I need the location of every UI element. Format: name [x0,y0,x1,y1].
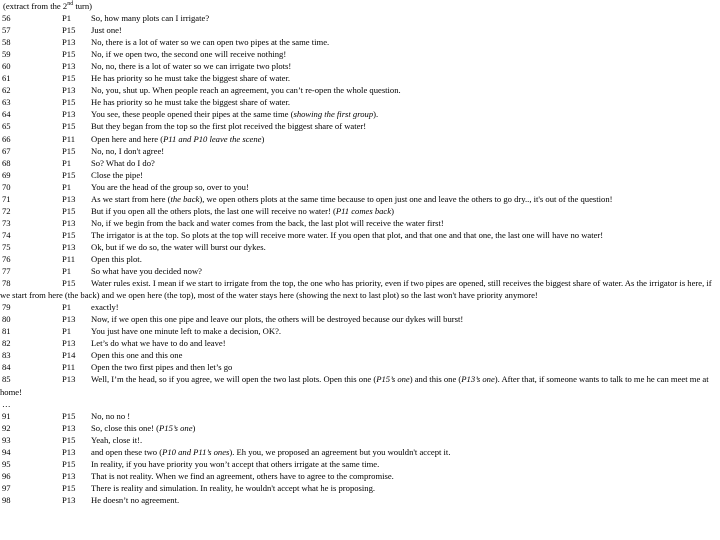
transcript-line [0,217,718,229]
header-superscript: nd [67,1,74,8]
speaker-id: P13 [62,338,76,349]
speaker-id: P13 [62,109,76,120]
utterance-text [91,266,202,276]
utterance-text [91,471,394,481]
utterance-segment: No, you, shut up. When people reach an agreement, you can’t re-open the whole question. [91,85,401,96]
transcript-line [0,446,718,458]
utterance-segment: He has priority so he must take the biggest share of water. [91,97,291,108]
line-number: 78 [2,278,11,289]
transcript-line [0,349,718,361]
transcript-line [0,12,718,24]
utterance-segment: No, if we open two, the second one will receive nothing! [91,49,287,60]
utterance-text [91,326,281,336]
utterance-segment: ) [192,422,196,433]
utterance-text [0,278,712,300]
line-number: 98 [2,494,11,505]
utterance-text [0,374,709,396]
transcript-line [0,410,718,422]
utterance-segment: You see, these people opened their pipes at the same time ( [91,109,294,120]
utterance-segment: But if you open all the others plots, the last one will receive no water! ( [91,205,336,216]
speaker-id: P15 [62,434,76,445]
speaker-id: P15 [62,482,76,493]
transcript-line [0,157,718,169]
transcript-line [0,181,718,193]
transcript-line [0,229,718,241]
utterance-segment: and open these two ( [91,446,163,457]
utterance-text [91,121,366,131]
utterance-segment: Ok, but if we do so, the water will burst our dykes. [91,241,266,252]
utterance-text [91,495,179,505]
utterance-segment: Well, I’m the head, so if you agree, we will open the two last plots. Open this one ( [91,374,377,385]
line-number: 84 [2,362,11,373]
transcript-line [0,361,718,373]
utterance-segment: ). After that, if someone wants to talk to me he can meet me at home! [0,374,709,397]
transcript-line [0,458,718,470]
line-number: 76 [2,253,11,264]
line-number: 68 [2,157,11,168]
line-number: 96 [2,470,11,481]
utterance-segment: The irrigator is at the top. So plots at the top will receive more water. If you open that plot, and that one and that one, the last one will have no water! [91,229,604,240]
utterance-segment: Close the pipe! [91,169,144,180]
speaker-id: P13 [62,470,76,481]
utterance-segment: No, if we begin from the back and water comes from the back, the last plot will receive the water first! [91,217,444,228]
stage-direction: P15’s one [376,374,410,385]
transcript-line [0,84,718,96]
line-number: 81 [2,326,11,337]
speaker-id: P15 [62,97,76,108]
utterance-segment: He doesn’t no agreement. [91,494,180,505]
utterance-segment: ). [373,109,379,120]
line-number: 69 [2,169,11,180]
transcript-line [0,145,718,157]
transcript-line [0,108,718,120]
utterance-segment: He has priority so he must take the biggest share of water. [91,73,291,84]
utterance-segment: No, there is a lot of water so we can open two pipes at the same time. [91,37,330,48]
speaker-id: P1 [62,157,72,168]
line-number: 62 [2,85,11,96]
line-number: 60 [2,61,11,72]
speaker-id: P13 [62,193,76,204]
speaker-id: P15 [62,49,76,60]
utterance-segment: That is not reality. When we find an agreement, others have to agree to the compromise. [91,470,394,481]
line-number: 64 [2,109,11,120]
utterance-segment: Open this one and this one [91,350,183,361]
utterance-segment: You are the head of the group so, over to you! [91,181,249,192]
speaker-id: P13 [62,374,76,385]
utterance-text [91,73,290,83]
utterance-segment: Just one! [91,25,122,36]
utterance-segment: You just have one minute left to make a decision, OK?. [91,326,282,337]
speaker-id: P15 [62,145,76,156]
line-number: 63 [2,97,11,108]
utterance-segment: But they began from the top so the first plot received the biggest share of water! [91,121,367,132]
utterance-text [91,447,450,457]
utterance-segment: Open the two first pipes and then let’s go [91,362,233,373]
utterance-segment: ) and this one ( [409,374,462,385]
line-number: 95 [2,458,11,469]
line-number: 74 [2,229,11,240]
utterance-segment: So, close this one! ( [91,422,160,433]
utterance-text [91,158,155,168]
line-number: 72 [2,205,11,216]
utterance-segment: Water rules exist. I mean if we start to irrigate from the top, the one who has priority, even if two pipes are opened, still receives the biggest share of water. As the irrigator is here, if we start from here (the back) and we open here (the top), most of the water stays here (showing the next to last plot) so the last won't have priority anymore! [0,278,712,301]
transcript-line [0,193,718,205]
utterance-text [91,338,226,348]
stage-direction: P13’s one [461,374,495,385]
utterance-segment: No, no no ! [91,410,131,421]
utterance-text [91,230,603,240]
header-prefix: (extract from the 2 [3,1,68,11]
utterance-segment: Let’s do what we have to do and leave! [91,338,226,349]
utterance-segment: ), we open others plots at the same time because to open just one and leave the others to go dry.., it's out of the question! [199,193,613,204]
utterance-segment: As we start from here ( [91,193,171,204]
speaker-id: P13 [62,422,76,433]
utterance-segment: Open here and here ( [91,133,164,144]
speaker-id: P13 [62,241,76,252]
line-number: 61 [2,73,11,84]
speaker-id: P1 [62,13,72,24]
utterance-text [91,13,209,23]
stage-direction: P11 and P10 leave the scene [163,133,262,144]
speaker-id: P15 [62,169,76,180]
line-number: 82 [2,338,11,349]
transcript-line [0,494,718,506]
transcript-line [0,277,718,301]
speaker-id: P15 [62,410,76,421]
utterance-text [91,25,122,35]
utterance-text [91,49,286,59]
utterance-segment: exactly! [91,302,119,313]
utterance-segment: Open this plot. [91,253,142,264]
speaker-id: P13 [62,85,76,96]
transcript-line [0,120,718,132]
speaker-id: P11 [62,133,76,144]
line-number: 67 [2,145,11,156]
utterance-text [91,362,232,372]
line-number: 85 [2,374,11,385]
speaker-id: P1 [62,181,72,192]
transcript-lines [0,12,718,506]
utterance-text [91,218,444,228]
transcript-line [0,313,718,325]
stage-direction: showing the first group [293,109,374,120]
speaker-id: P11 [62,253,76,264]
speaker-id: P13 [62,446,76,457]
speaker-id: P13 [62,37,76,48]
line-number: 80 [2,314,11,325]
line-number: 58 [2,37,11,48]
line-number: 97 [2,482,11,493]
utterance-segment: So, how many plots can I irrigate? [91,13,210,24]
transcript-line [0,470,718,482]
utterance-segment: So what have you decided now? [91,266,202,277]
utterance-text [91,350,182,360]
speaker-id: P15 [62,121,76,132]
utterance-text [91,435,142,445]
line-number: 57 [2,25,11,36]
header-suffix: turn) [73,1,93,11]
transcript-line [0,72,718,84]
speaker-id: P13 [62,494,76,505]
speaker-id: P1 [62,302,72,313]
transcript-line [0,24,718,36]
transcript-line [0,60,718,72]
line-number: 59 [2,49,11,60]
speaker-id: P15 [62,25,76,36]
utterance-text [91,182,249,192]
utterance-segment: Now, if we open this one pipe and leave our plots, the others will be destroyed because our dykes will burst! [91,314,464,325]
utterance-text [91,483,375,493]
transcript-line [0,205,718,217]
utterance-text [91,109,378,119]
utterance-text [91,85,401,95]
transcript-line [0,337,718,349]
utterance-text [91,423,195,433]
speaker-id: P13 [62,217,76,228]
utterance-segment: ). Eh you, we proposed an agreement but you wouldn't accept it. [229,446,451,457]
speaker-id: P13 [62,314,76,325]
line-number: 77 [2,266,11,277]
line-number: 91 [2,410,11,421]
utterance-text [91,194,613,204]
utterance-segment: There is reality and simulation. In reality, he wouldn't accept what he is proposing. [91,482,376,493]
utterance-text [91,459,379,469]
transcript-line [0,133,718,145]
utterance-text [91,302,119,312]
utterance-segment: No, no, I don't agree! [91,145,165,156]
transcript-line [0,241,718,253]
speaker-id: P15 [62,278,76,289]
speaker-id: P11 [62,362,76,373]
speaker-id: P15 [62,205,76,216]
transcript-line [0,434,718,446]
line-number: 92 [2,422,11,433]
line-number: 93 [2,434,11,445]
transcript-line [0,253,718,265]
utterance-text [91,61,291,71]
speaker-id: P1 [62,326,72,337]
stage-direction: the back [170,193,200,204]
speaker-id: P15 [62,458,76,469]
utterance-text [91,97,290,107]
utterance-segment: ) [261,133,265,144]
line-number: 71 [2,193,11,204]
speaker-id: P15 [62,229,76,240]
utterance-segment: So? What do I do? [91,157,155,168]
utterance-text [91,411,130,421]
stage-direction: P15’s one [159,422,193,433]
line-number: 66 [2,133,11,144]
utterance-text [91,242,266,252]
extract-header [0,0,718,12]
utterance-segment: ) [391,205,394,216]
transcript-line [0,48,718,60]
line-number: 65 [2,121,11,132]
transcript-line [0,96,718,108]
omitted-lines-ellipsis: … [2,398,11,409]
line-number: 94 [2,446,11,457]
stage-direction: P11 comes back [335,205,392,216]
line-number: 75 [2,241,11,252]
line-number: 79 [2,302,11,313]
utterance-text [91,254,142,264]
line-number: 83 [2,350,11,361]
transcript-line [0,325,718,337]
utterance-text [91,206,394,216]
transcript-line [0,373,718,397]
line-number: 73 [2,217,11,228]
speaker-id: P1 [62,266,72,277]
utterance-segment: In reality, if you have priority you won’t accept that others irrigate at the same time. [91,458,380,469]
transcript-line [0,422,718,434]
transcript-line [0,301,718,313]
speaker-id: P13 [62,61,76,72]
speaker-id: P14 [62,350,76,361]
transcript-line [0,265,718,277]
utterance-text [91,37,329,47]
utterance-text [91,146,164,156]
transcript-line [0,482,718,494]
utterance-text [91,134,264,144]
transcript-line [0,169,718,181]
utterance-segment: Yeah, close it!. [91,434,143,445]
speaker-id: P15 [62,73,76,84]
utterance-text [91,170,143,180]
line-number: 56 [2,13,11,24]
stage-direction: P10 and P11’s ones [162,446,230,457]
utterance-segment: No, no, there is a lot of water so we can irrigate two plots! [91,61,292,72]
line-number: 70 [2,181,11,192]
utterance-text [91,314,463,324]
transcript-line [0,36,718,48]
